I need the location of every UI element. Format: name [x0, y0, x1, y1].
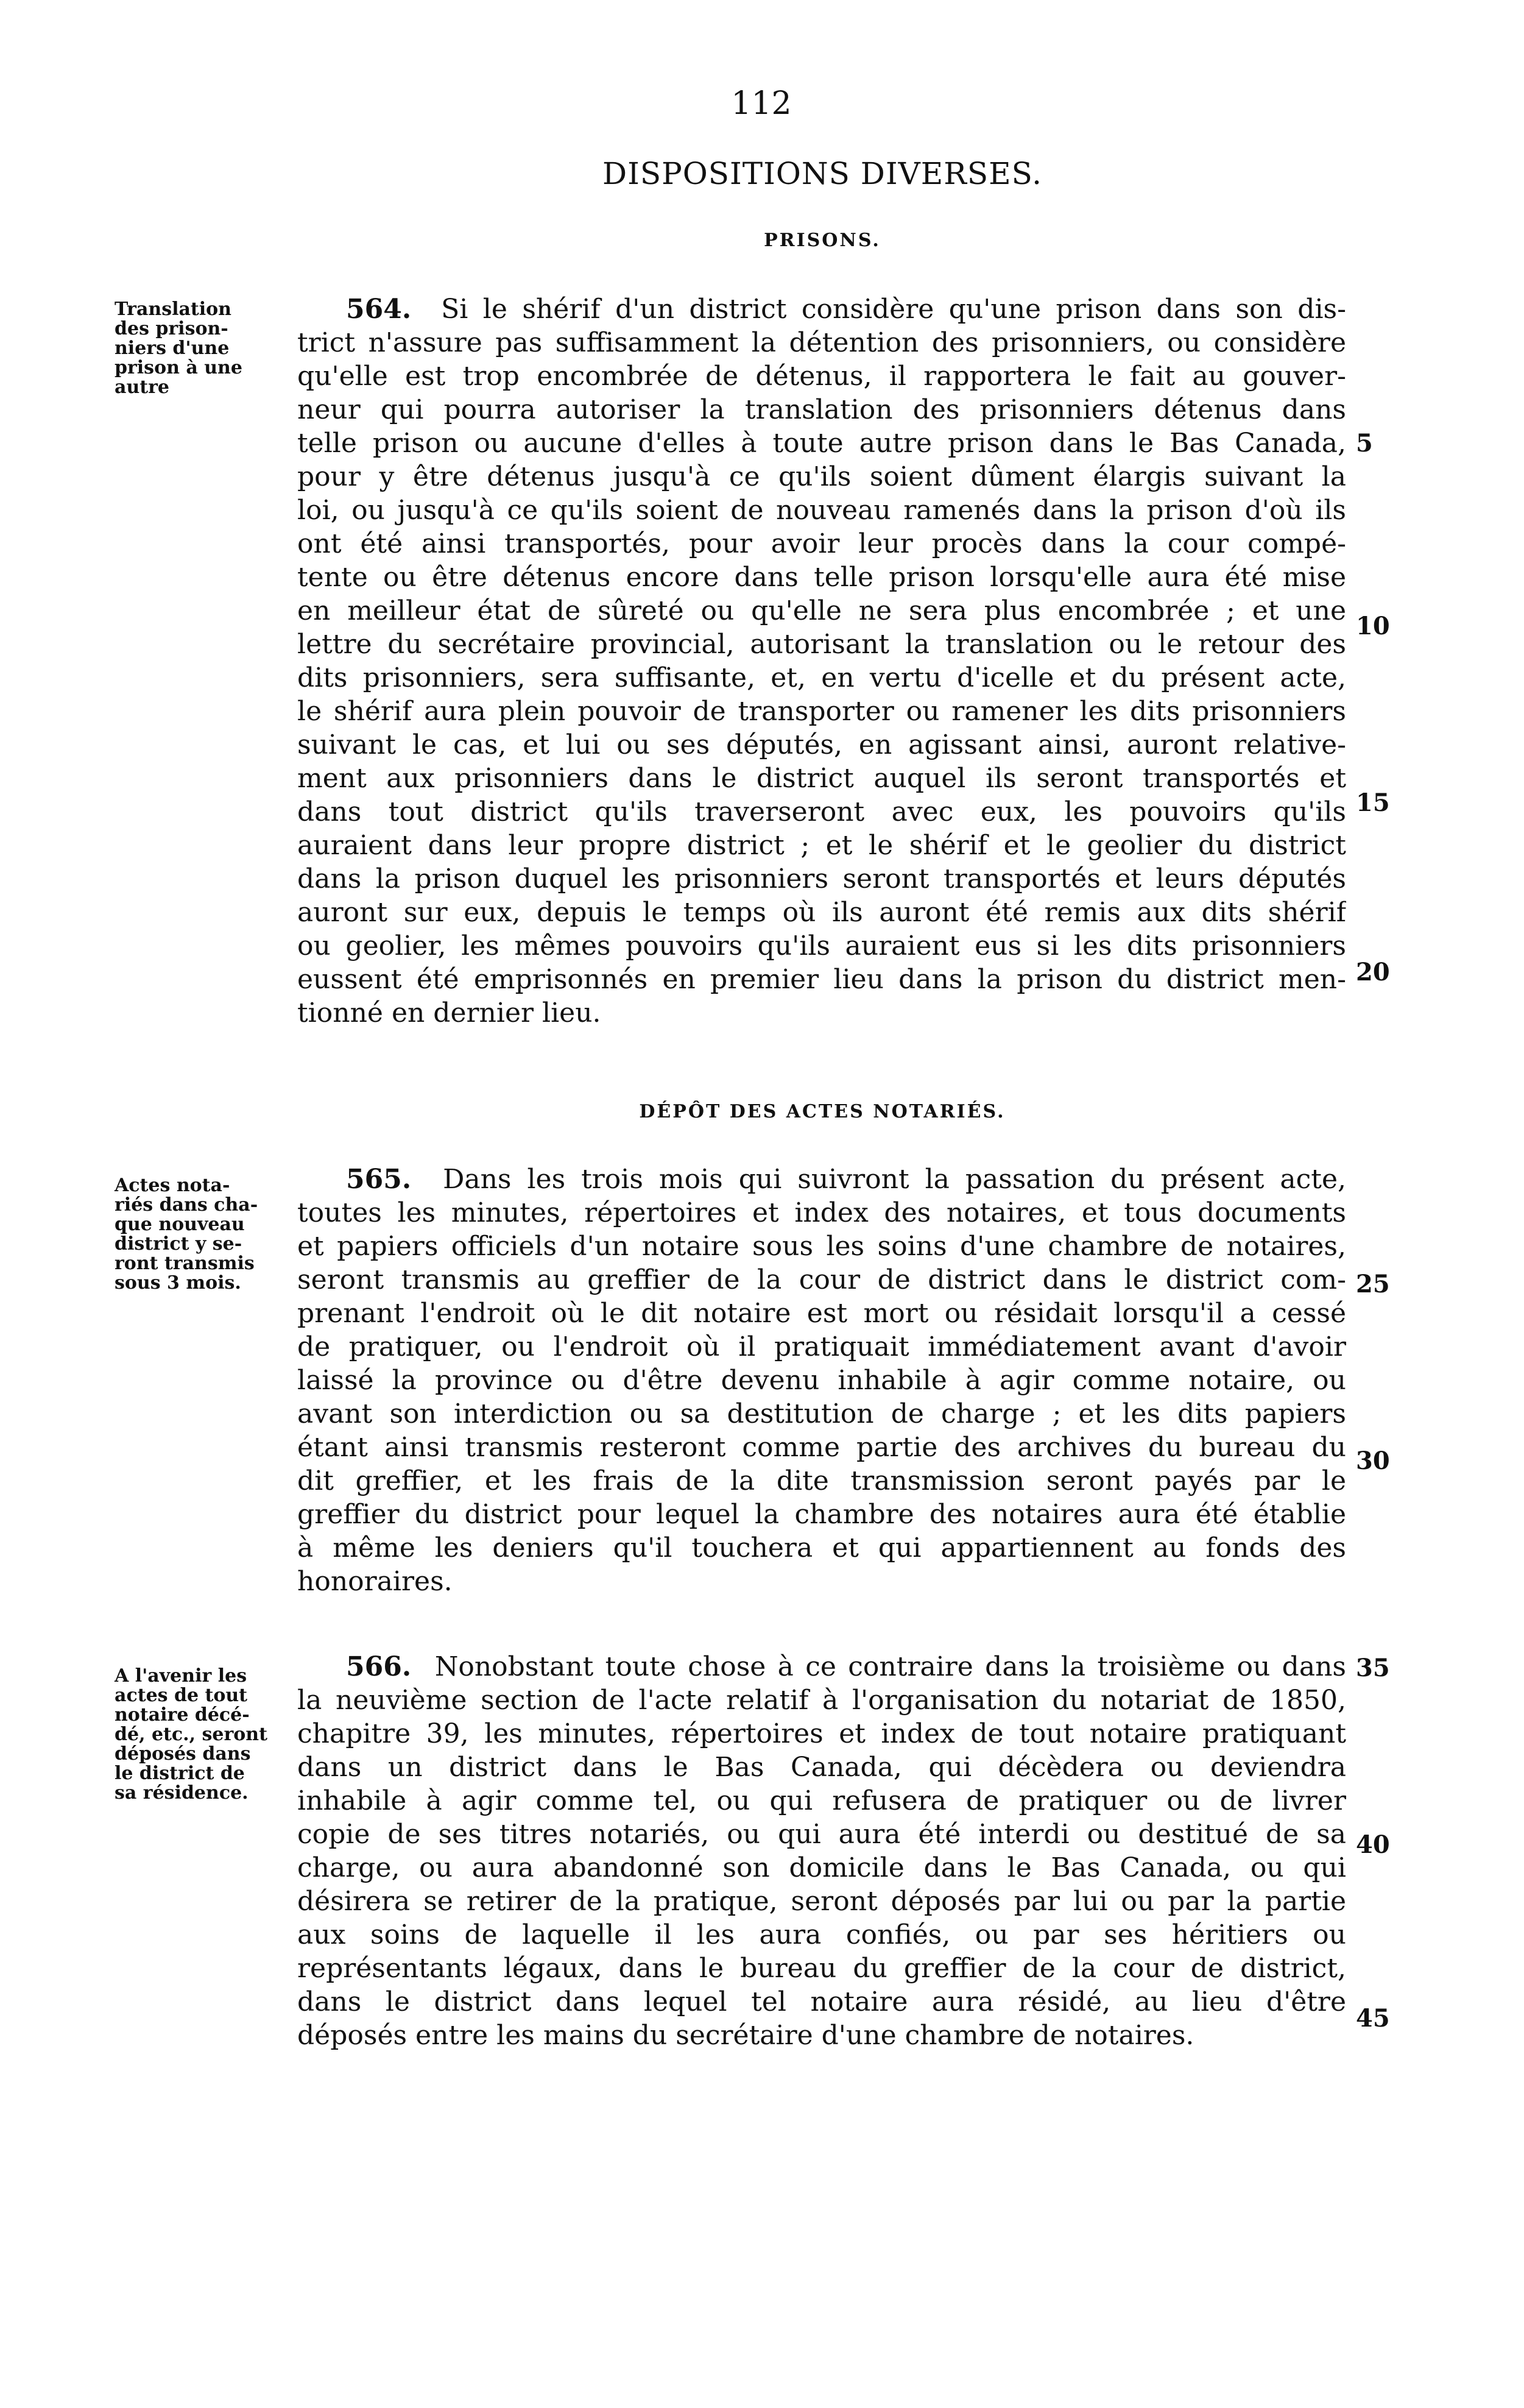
- article-line: neur qui pourra autoriser la translation des prisonniers détenus dans: [297, 394, 1346, 425]
- margin-note-line: riés dans cha-: [115, 1194, 258, 1216]
- article-first-line-text: Si le shérif d'un district considère qu'une prison dans son dis-: [441, 294, 1346, 325]
- article-first-line-text: Dans les trois mois qui suivront la passation du présent acte,: [443, 1164, 1346, 1195]
- margin-note-line: dé, etc., seront: [115, 1724, 267, 1745]
- article-line: avant son interdiction ou sa destitution de charge ; et les dits papiers: [297, 1398, 1346, 1429]
- article-line: étant ainsi transmis resteront comme partie des archives du bureau du: [297, 1432, 1346, 1463]
- article-566: [297, 1650, 1346, 2052]
- article-number: 564.: [346, 294, 412, 325]
- article-line: seront transmis au greffier de la cour de district dans le district com-: [297, 1264, 1346, 1295]
- margin-note-line: prison à une: [115, 357, 242, 378]
- article-line: et papiers officiels d'un notaire sous les soins d'une chambre de notaires,: [297, 1231, 1346, 1262]
- line-number-30: 30: [1356, 1447, 1390, 1475]
- article-line: toutes les minutes, répertoires et index des notaires, et tous documents: [297, 1197, 1346, 1228]
- margin-note-line: autre: [115, 377, 169, 398]
- article-line: tionné en dernier lieu.: [297, 997, 601, 1029]
- article-line: dans tout district qu'ils traverseront avec eux, les pouvoirs qu'ils: [297, 796, 1346, 827]
- article-line: qu'elle est trop encombrée de détenus, il rapportera le fait au gouver-: [297, 361, 1346, 392]
- margin-note-line: niers d'une: [115, 338, 230, 359]
- article-line: inhabile à agir comme tel, ou qui refusera de pratiquer ou de livrer: [297, 1785, 1346, 1816]
- article-line: ont été ainsi transportés, pour avoir leur procès dans la cour compé-: [297, 528, 1346, 559]
- line-number-25: 25: [1356, 1270, 1390, 1298]
- article-line: suivant le cas, et lui ou ses députés, en agissant ainsi, auront relative-: [297, 729, 1346, 760]
- article-line: dans le district dans lequel tel notaire aura résidé, au lieu d'être: [297, 1986, 1346, 2017]
- article-565: [297, 1163, 1346, 1598]
- line-number-45: 45: [1356, 2004, 1390, 2033]
- article-564: [297, 292, 1346, 1030]
- margin-note-564: [115, 300, 291, 397]
- line-number-20: 20: [1356, 958, 1390, 986]
- article-line: [297, 1650, 1346, 1684]
- article-line: dans un district dans le Bas Canada, qui décèdera ou deviendra: [297, 1752, 1346, 1783]
- margin-note-line: Translation: [115, 299, 231, 320]
- margin-note-line: actes de tout: [115, 1685, 248, 1706]
- article-line: auraient dans leur propre district ; et le shérif et le geolier du district: [297, 830, 1346, 861]
- margin-note-line: que nouveau: [115, 1214, 245, 1235]
- article-line: tente ou être détenus encore dans telle prison lorsqu'elle aura été mise: [297, 562, 1346, 593]
- margin-note-line: sa résidence.: [115, 1782, 249, 1804]
- section-heading-prisons: PRISONS.: [764, 230, 881, 251]
- article-line: [297, 292, 1346, 326]
- article-line: laissé la province ou d'être devenu inhabile à agir comme notaire, ou: [297, 1365, 1346, 1396]
- article-line: ment aux prisonniers dans le district auquel ils seront transportés et: [297, 763, 1346, 794]
- margin-note-line: A l'avenir les: [115, 1665, 247, 1687]
- article-line: dits prisonniers, sera suffisante, et, en vertu d'icelle et du présent acte,: [297, 662, 1346, 693]
- article-line: désirera se retirer de la pratique, seront déposés par lui ou par la partie: [297, 1886, 1346, 1917]
- article-line: auront sur eux, depuis le temps où ils auront été remis aux dits shérif: [297, 897, 1346, 928]
- article-line: en meilleur état de sûreté ou qu'elle ne sera plus encombrée ; et une: [297, 595, 1346, 626]
- article-line: dit greffier, et les frais de la dite transmission seront payés par le: [297, 1465, 1346, 1496]
- article-line: lettre du secrétaire provincial, autorisant la translation ou le retour des: [297, 629, 1346, 660]
- line-number-40: 40: [1356, 1830, 1390, 1859]
- margin-note-line: notaire décé-: [115, 1704, 250, 1726]
- article-line: pour y être détenus jusqu'à ce qu'ils soient dûment élargis suivant la: [297, 461, 1346, 492]
- article-line: greffier du district pour lequel la chambre des notaires aura été établie: [297, 1499, 1346, 1530]
- margin-note-line: ront transmis: [115, 1253, 255, 1274]
- article-line: aux soins de laquelle il les aura confiés, ou par ses héritiers ou: [297, 1919, 1346, 1950]
- margin-note-566: [115, 1666, 291, 1803]
- margin-note-line: Actes nota-: [115, 1175, 230, 1196]
- article-number: 565.: [346, 1164, 412, 1195]
- margin-note-line: district y se-: [115, 1233, 242, 1255]
- article-line: loi, ou jusqu'à ce qu'ils soient de nouveau ramenés dans la prison d'où ils: [297, 495, 1346, 526]
- margin-note-line: sous 3 mois.: [115, 1272, 241, 1294]
- article-number: 566.: [346, 1651, 412, 1682]
- chapter-title: DISPOSITIONS DIVERSES.: [602, 156, 1042, 191]
- article-line: honoraires.: [297, 1566, 453, 1597]
- article-line: ou geolier, les mêmes pouvoirs qu'ils auraient eus si les dits prisonniers: [297, 930, 1346, 961]
- line-number-35: 35: [1356, 1654, 1390, 1682]
- article-line: prenant l'endroit où le dit notaire est mort ou résidait lorsqu'il a cessé: [297, 1298, 1346, 1329]
- article-line: charge, ou aura abandonné son domicile dans le Bas Canada, ou qui: [297, 1852, 1346, 1883]
- article-line: trict n'assure pas suffisamment la détention des prisonniers, ou considère: [297, 327, 1346, 358]
- article-line: copie de ses titres notariés, ou qui aura été interdi ou destitué de sa: [297, 1819, 1346, 1850]
- article-line: déposés entre les mains du secrétaire d'une chambre de notaires.: [297, 2020, 1194, 2051]
- line-number-5: 5: [1356, 429, 1373, 458]
- article-line: chapitre 39, les minutes, répertoires et index de tout notaire pratiquant: [297, 1718, 1346, 1749]
- article-line: dans la prison duquel les prisonniers seront transportés et leurs députés: [297, 863, 1346, 894]
- article-line: [297, 1163, 1346, 1196]
- article-line: eussent été emprisonnés en premier lieu dans la prison du district men-: [297, 964, 1346, 995]
- article-line: représentants légaux, dans le bureau du greffier de la cour de district,: [297, 1953, 1346, 1984]
- margin-note-line: déposés dans: [115, 1743, 251, 1765]
- article-first-line-text: Nonobstant toute chose à ce contraire dans la troisième ou dans: [434, 1651, 1346, 1682]
- line-number-15: 15: [1356, 788, 1390, 817]
- article-line: le shérif aura plein pouvoir de transporter ou ramener les dits prisonniers: [297, 696, 1346, 727]
- article-line: telle prison ou aucune d'elles à toute autre prison dans le Bas Canada,: [297, 428, 1346, 459]
- article-line: la neuvième section de l'acte relatif à l'organisation du notariat de 1850,: [297, 1685, 1346, 1716]
- section-heading-depot-actes-notaries: DÉPÔT DES ACTES NOTARIÉS.: [639, 1101, 1006, 1122]
- page-number: 112: [731, 85, 792, 122]
- article-line: de pratiquer, ou l'endroit où il pratiquait immédiatement avant d'avoir: [297, 1331, 1346, 1362]
- line-number-10: 10: [1356, 612, 1390, 640]
- article-line: à même les deniers qu'il touchera et qui appartiennent au fonds des: [297, 1532, 1346, 1563]
- margin-note-line: le district de: [115, 1763, 245, 1784]
- margin-note-565: [115, 1176, 291, 1293]
- margin-note-line: des prison-: [115, 318, 228, 339]
